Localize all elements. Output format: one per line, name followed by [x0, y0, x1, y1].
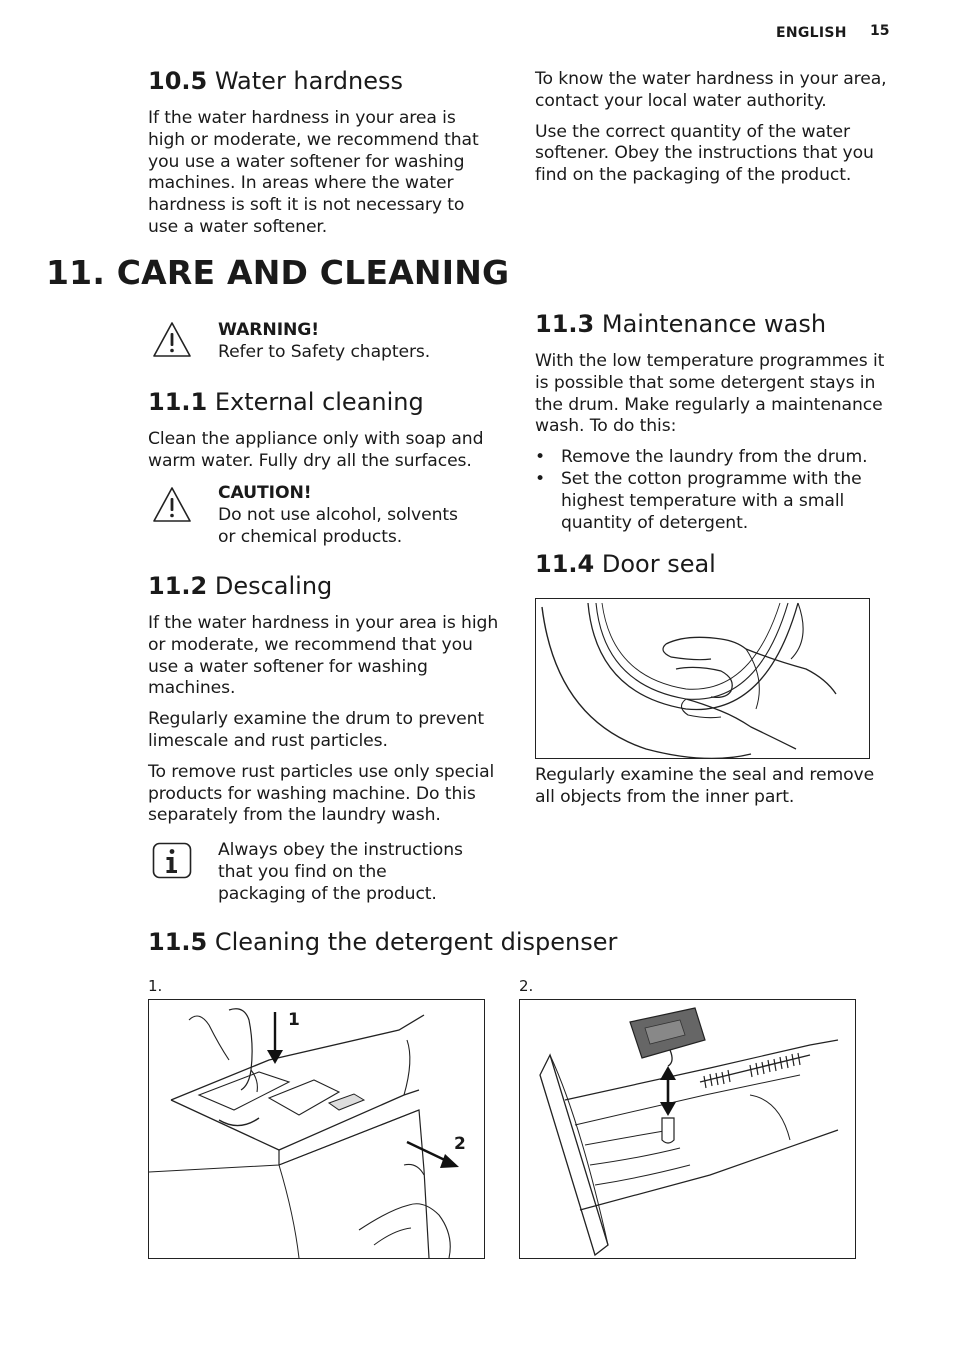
info-notice	[152, 840, 512, 910]
section-title: 11.3 Maintenance wash	[535, 310, 827, 338]
warning-triangle-icon	[152, 485, 192, 525]
step-1-label: 1	[288, 1010, 300, 1030]
page-number: 15	[870, 23, 890, 39]
info-line2: that you find on the	[218, 861, 387, 882]
figure-2-label: 2.	[519, 977, 534, 995]
section-11-1	[148, 387, 498, 473]
section-11-5	[148, 927, 617, 957]
paragraph: With the low temperature programmes it is possible that some detergent stays in the drum. Make regularly a maintenance wash. To do this:	[535, 351, 885, 437]
caution-text-line1: Do not use alcohol, solvents	[218, 504, 458, 525]
chapter-heading: 11. CARE AND CLEANING	[46, 253, 510, 292]
dispenser-release-illustration	[149, 1000, 484, 1258]
section-title: 11.5 Cleaning the detergent dispenser	[148, 928, 618, 956]
paragraph: To remove rust particles use only special products for washing machine. Do this separately from the laundry wash.	[148, 761, 495, 826]
bullet-list	[535, 447, 895, 534]
section-10-5	[148, 66, 498, 239]
figure-1-label: 1.	[148, 977, 163, 995]
paragraph: Clean the appliance only with soap and warm water. Fully dry all the surfaces.	[148, 429, 484, 471]
door-seal-caption: Regularly examine the seal and remove all objects from the inner part.	[535, 765, 875, 807]
caution-text-line2: or chemical products.	[218, 526, 403, 547]
section-title: 11.2 Descaling	[148, 572, 333, 600]
list-item: • Remove the laundry from the drum.	[535, 447, 868, 468]
dispenser-figure-2	[519, 999, 856, 1259]
warning-triangle-icon	[152, 320, 192, 360]
section-11-2	[148, 571, 500, 827]
list-item: • Set the cotton programme with the highest temperature with a small quantity of detergent.	[535, 468, 862, 533]
section-11-3	[535, 309, 895, 534]
paragraph: Use the correct quantity of the water softener. Obey the instructions that you find on the packaging of the product.	[535, 121, 874, 186]
warning-label: WARNING!	[218, 320, 320, 340]
warning-notice	[152, 320, 512, 370]
warning-text: Refer to Safety chapters.	[218, 341, 431, 362]
section-10-5-col2	[535, 69, 893, 187]
caution-label: CAUTION!	[218, 483, 312, 503]
header-language: ENGLISH	[776, 25, 847, 41]
caution-notice	[152, 483, 512, 553]
paragraph: If the water hardness in your area is high or moderate, we recommend that you use a water softener for washing machines. In areas where the water hardness is soft it is not necessary to use a water softener.	[148, 108, 479, 237]
paragraph: Regularly examine the drum to prevent limescale and rust particles.	[148, 709, 485, 751]
info-line1: Always obey the instructions	[218, 840, 463, 860]
section-title: 10.5 Water hardness	[148, 67, 404, 95]
dispenser-removed-illustration	[520, 1000, 855, 1258]
dispenser-figure-1	[148, 999, 485, 1259]
door-seal-illustration	[536, 599, 869, 758]
step-2-label: 2	[454, 1134, 466, 1154]
door-seal-figure	[535, 598, 870, 759]
paragraph: If the water hardness in your area is high or moderate, we recommend that you use a water softener for washing machines.	[148, 613, 499, 699]
section-title: 11.1 External cleaning	[148, 388, 424, 416]
section-11-4	[535, 549, 895, 579]
info-icon	[152, 842, 192, 880]
paragraph: To know the water hardness in your area, contact your local water authority.	[535, 69, 887, 111]
section-title: 11.4 Door seal	[535, 550, 716, 578]
info-line3: packaging of the product.	[218, 883, 437, 904]
